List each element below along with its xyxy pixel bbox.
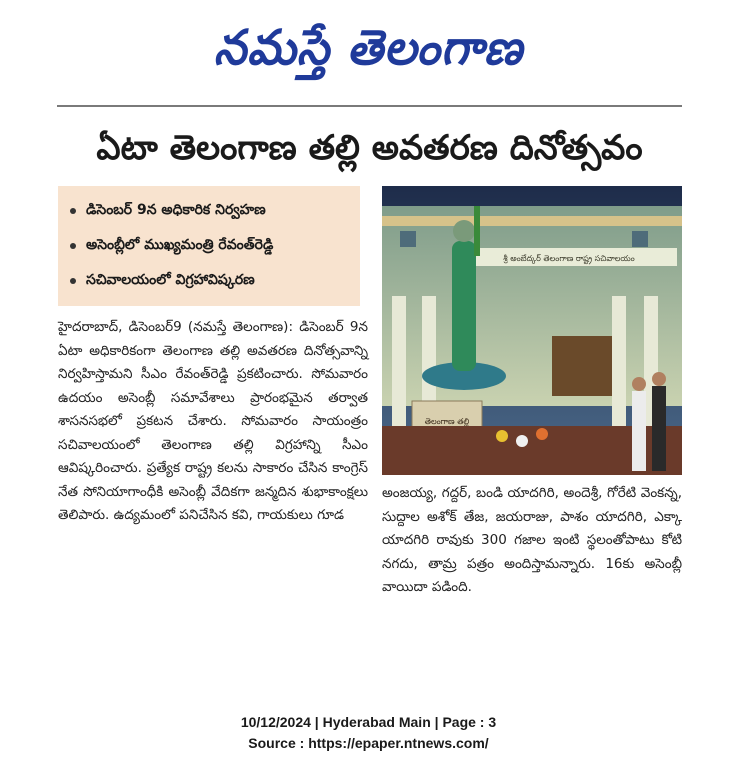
page-footer [0, 712, 737, 754]
article-headline: ఏటా తెలంగాణ తల్లి అవతరణ దినోత్సవం [96, 128, 643, 168]
plaque-text: తెలంగాణ తల్లి [424, 417, 470, 426]
highlight-item [70, 233, 355, 259]
highlight-text: సచివాలయంలో విగ్రహావిష్కరణ [86, 271, 255, 288]
article-paragraph: హైదరాబాద్, డిసెంబర్9 (నమస్తే తెలంగాణ): డిసెంబర్ 9న ఏటా అధికారికంగా తెలంగాణ తల్లి అవతరణ దినోత్సవాన్ని నిర్వహిస్తామని సీఎం రేవంత్‌రెడ్డి ప్రకటించారు. సోమవారం ఉదయం అసెంబ్లీ సమావేశాలు ప్రారంభమైన తర్వాత శాసనసభలో ప్రకటన చేశారు. సోమవారం సాయంత్రం సచివాలయంలో తెలంగాణ తల్లి విగ్రహాన్ని సీఎం ఆవిష్కరించారు. ప్రత్యేక రాష్ట్ర కలను సాకారం చేసిన కాంగ్రెస్ నేత సోనియాగాంధీకి అసెంబ్లీ వేదికగా జన్మదిన శుభాకాంక్షలు తెలిపారు. ఉద్యమంలో పనిచేసిన కవి, గాయకులు గూడ [58, 319, 368, 523]
building-banner-text: శ్రీ అంబేద్కర్ తెలంగాణ రాష్ట్ర సచివాలయం [503, 254, 635, 263]
bullet-icon [70, 243, 76, 249]
statue-photo-illustration [382, 186, 682, 475]
highlight-item [70, 268, 355, 294]
highlights-box [58, 186, 360, 306]
bullet-icon [70, 208, 76, 214]
highlight-text: అసెంబ్లీలో ముఖ్యమంత్రి రేవంత్‌రెడ్డి [86, 236, 274, 253]
article-paragraph: అంజయ్య, గద్దర్, బండి యాదగిరి, అందెశ్రీ, గోరేటి వెంకన్న, సుద్దాల అశోక్ తేజ, జయరాజు, పాశం యాదగిరి, ఎక్కా యాదగిరి రావుకు 300 గజాల ఇంటి స్థలంతోపాటు కోటి నగదు, తామ్ర పత్రం అందిస్తామన్నారు. 16కు అసెంబ్లీ వాయిదా పడింది. [382, 485, 682, 595]
news-photo [382, 186, 682, 475]
article-body-right-column [382, 482, 682, 600]
edition-info: 10/12/2024 | Hyderabad Main | Page : 3 [240, 714, 497, 730]
highlight-item [70, 198, 355, 224]
article-body-left-column [58, 316, 368, 528]
source-link[interactable]: Source : https://epaper.ntnews.com/ [248, 735, 489, 751]
headline-divider [57, 105, 682, 107]
highlight-text: డిసెంబర్ 9న అధికారిక నిర్వహణ [86, 201, 266, 218]
bullet-icon [70, 278, 76, 284]
masthead-title: నమస్తే తెలంగాణ [213, 18, 524, 76]
newspaper-masthead [0, 8, 737, 86]
